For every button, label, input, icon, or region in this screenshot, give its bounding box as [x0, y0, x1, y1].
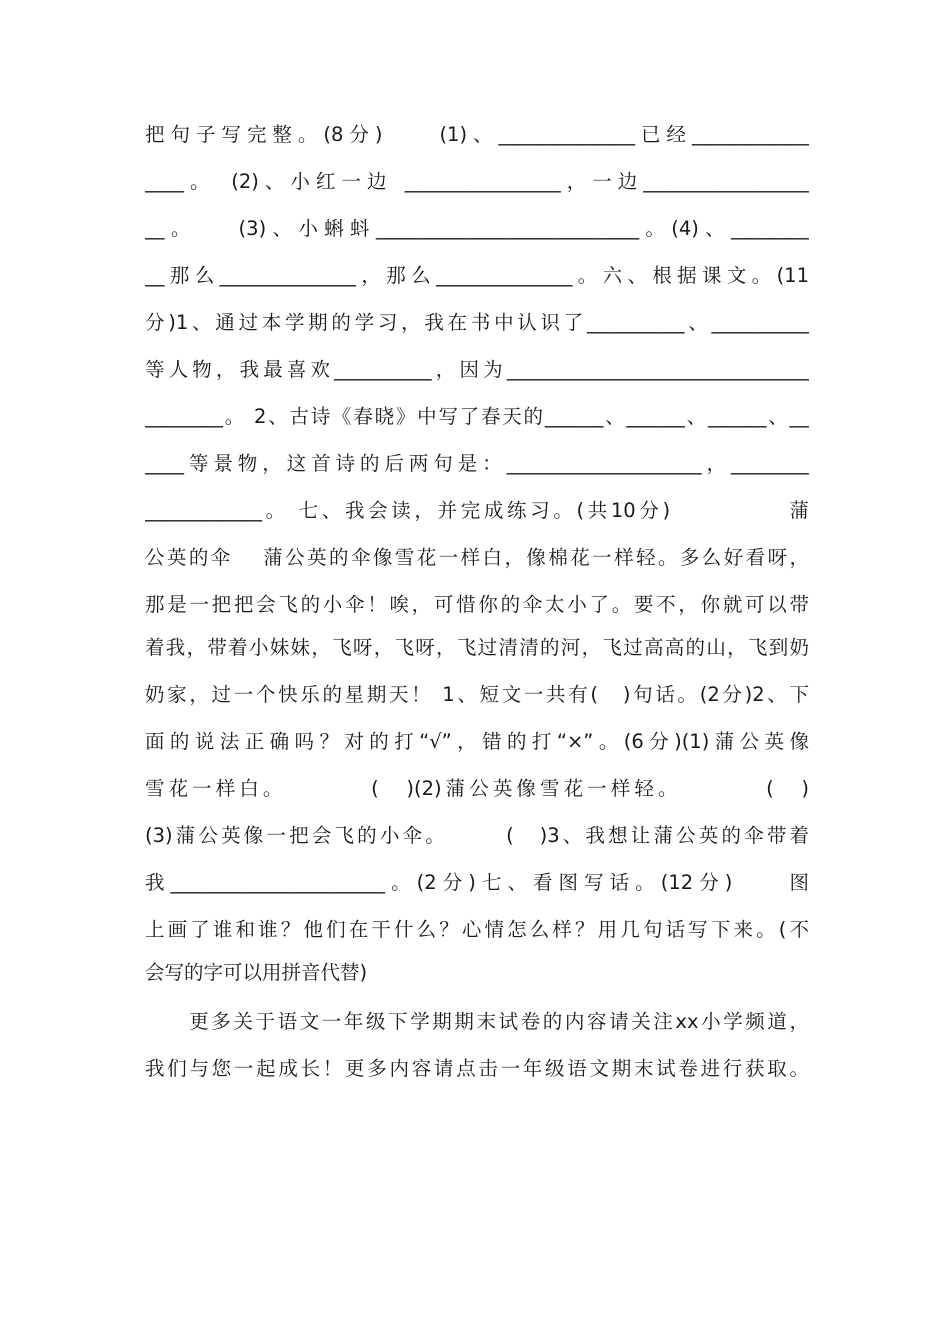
text-line-3: __。 (3)、小蝌蚪___________________________。(4)、________	[145, 217, 809, 240]
text-line-11: 那是一把把会飞的小伞！唉，可惜你的伞太小了。要不，你就可以带	[145, 593, 809, 616]
text-line-19: 会写的字可以用拼音代替)	[145, 961, 368, 984]
text-line-8: ____等景物，这首诗的后两句是：____________________，________	[145, 452, 809, 475]
text-line-10: 公英的伞 蒲公英的伞像雪花一样白，像棉花一样轻。多么好看呀，	[145, 546, 809, 569]
text-line-18: 上画了谁和谁？他们在干什么？心情怎么样？用几句话写下来。(不	[145, 918, 809, 941]
text-line-7: ________。 2、古诗《春晓》中写了春天的______、______、______、__	[145, 405, 809, 428]
text-line-9: ____________。 七、我会读，并完成练习。(共10分) 蒲	[145, 499, 809, 522]
text-line-2: ____。 (2)、小红一边 ________________，一边_________________	[145, 170, 809, 193]
text-line-21: 我们与您一起成长！更多内容请点击一年级语文期末试卷进行获取。	[145, 1057, 809, 1080]
text-line-4: __那么______________，那么______________。六、根据课文。(11	[145, 264, 809, 287]
text-line-5: 分)1、通过本学期的学习，我在书中认识了__________、__________	[145, 311, 809, 334]
text-line-15: 雪花一样白。 ( )(2)蒲公英像雪花一样轻。 ( )	[145, 777, 809, 800]
text-line-13: 奶家，过一个快乐的星期天！ 1、短文一共有( )句话。(2分)2、下	[145, 683, 809, 706]
text-line-6: 等人物，我最喜欢__________，因为_______________________________	[145, 358, 809, 381]
text-line-16: (3)蒲公英像一把会飞的小伞。 ( )3、我想让蒲公英的伞带着	[145, 824, 809, 847]
text-line-12: 着我，带着小妹妹，飞呀，飞呀，飞过清清的河，飞过高高的山，飞到奶	[145, 636, 809, 659]
text-line-17: 我______________________。(2分)七、看图写话。(12分) 图	[145, 871, 809, 894]
text-line-20: 更多关于语文一年级下学期期末试卷的内容请关注xx小学频道，	[145, 1010, 809, 1033]
text-line-14: 面的说法正确吗？对的打“√”，错的打“×”。(6分)(1)蒲公英像	[145, 730, 809, 753]
text-line-1: 把句子写完整。(8分) (1)、______________已经____________	[145, 123, 809, 146]
